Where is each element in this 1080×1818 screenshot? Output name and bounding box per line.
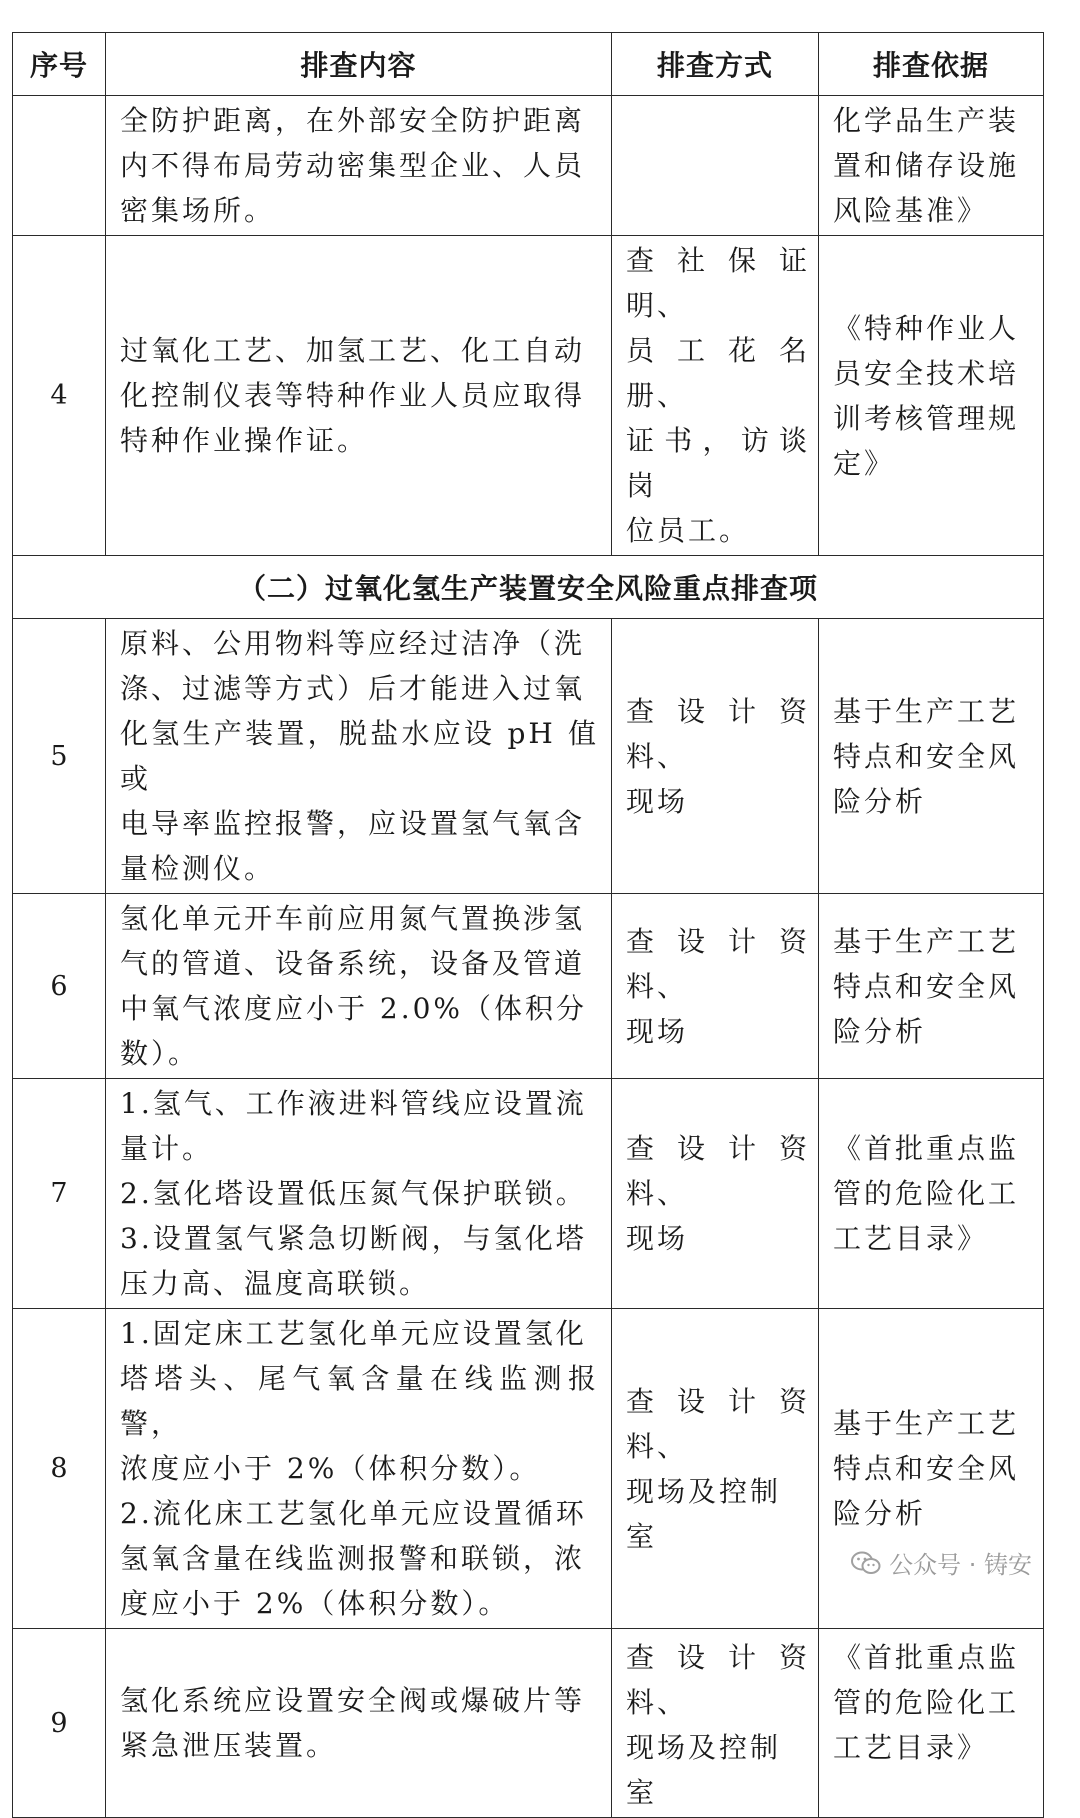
text-line: 《首批重点监 (833, 1641, 1020, 1674)
text-line: 氢化系统应设置安全阀或爆破片等 (120, 1684, 586, 1717)
text-line: 查设计资料、 (626, 1384, 810, 1463)
text-line: 化控制仪表等特种作业人员应取得 (120, 379, 586, 412)
text-line: 浓度应小于 2%（体积分数）。 (120, 1452, 541, 1485)
content-cell (106, 894, 612, 1079)
text-line: 内不得布局劳动密集型企业、人员 (120, 149, 586, 182)
row-number (13, 96, 106, 236)
text-line: 室 (626, 1519, 658, 1553)
basis-cell-text (819, 917, 1043, 1056)
table-row (13, 1309, 1044, 1629)
text-line: 过氧化工艺、加氢工艺、化工自动 (120, 334, 586, 367)
content-cell (106, 1309, 612, 1629)
text-line: 紧急泄压装置。 (120, 1729, 338, 1762)
text-line: 氢氧含量在线监测报警和联锁，浓 (120, 1542, 586, 1575)
method-cell (612, 1629, 819, 1818)
method-cell-text (612, 1377, 818, 1561)
method-cell-text (612, 1124, 818, 1263)
text-line: 特点和安全风 (833, 739, 1020, 773)
header-basis: 排查依据 (819, 33, 1044, 96)
text-line: 密集场所。 (120, 194, 276, 227)
content-cell (106, 619, 612, 894)
method-cell (612, 1079, 819, 1309)
table-row (13, 236, 1044, 556)
row-number: 9 (13, 1629, 106, 1818)
text-line: 《首批重点监 (833, 1132, 1020, 1165)
text-line: 量计。 (120, 1132, 214, 1165)
content-cell-text (106, 1309, 611, 1628)
text-line: 证书，访谈岗 (626, 424, 810, 502)
table-row (13, 96, 1044, 236)
text-line: 管的危险化工 (833, 1177, 1020, 1210)
text-line: 1.固定床工艺氢化单元应设置氢化 (120, 1317, 587, 1350)
text-line: 《特种作业人 (833, 311, 1020, 345)
method-cell-text (612, 164, 818, 168)
method-cell (612, 894, 819, 1079)
table-row (13, 894, 1044, 1079)
text-line: 训考核管理规 (833, 401, 1020, 435)
content-cell (106, 1079, 612, 1309)
content-cell-text (106, 96, 611, 235)
text-line: 查设计资料、 (626, 694, 810, 773)
text-line: 特种作业操作证。 (120, 424, 369, 457)
basis-cell-text (819, 96, 1043, 235)
text-line: 现场 (626, 1222, 689, 1255)
method-cell-text (612, 1629, 818, 1817)
text-line: 险分析 (833, 784, 927, 818)
text-line: 基于生产工艺 (833, 924, 1020, 958)
text-line: 员安全技术培 (833, 356, 1020, 390)
basis-cell (819, 96, 1044, 236)
content-cell-text (106, 326, 611, 465)
text-line: 基于生产工艺 (833, 1407, 1020, 1440)
basis-cell (819, 236, 1044, 556)
row-number: 7 (13, 1079, 106, 1309)
basis-cell-text (819, 1399, 1043, 1538)
content-cell-text (106, 1079, 611, 1308)
basis-cell-text (819, 687, 1043, 826)
text-line: 现场 (626, 1014, 689, 1048)
table-row (13, 1079, 1044, 1309)
row-number: 6 (13, 894, 106, 1079)
text-line: 塔塔头、尾气氧含量在线监测报警， (120, 1362, 599, 1440)
content-cell-text (106, 1676, 611, 1770)
method-cell-text (612, 917, 818, 1056)
row-number: 5 (13, 619, 106, 894)
content-cell (106, 96, 612, 236)
text-line: 风险基准》 (833, 194, 989, 227)
watermark (851, 1545, 1032, 1580)
text-line: 现场及控制 (626, 1731, 782, 1764)
text-line: 全防护距离，在外部安全防护距离 (120, 104, 586, 137)
text-line: 室 (626, 1776, 658, 1809)
header-no: 序号 (13, 33, 106, 96)
basis-cell (819, 1079, 1044, 1309)
text-line: 位员工。 (626, 514, 751, 547)
text-line: 查设计资料、 (626, 1641, 810, 1719)
basis-cell (819, 894, 1044, 1079)
header-content: 排查内容 (106, 33, 612, 96)
text-line: 电导率监控报警，应设置氢气氧含 (120, 807, 586, 840)
text-line: 查设计资料、 (626, 924, 810, 1003)
text-line: 中氧气浓度应小于 2.0%（体积分 (120, 992, 588, 1025)
basis-cell-text (819, 1124, 1043, 1263)
text-line: 特点和安全风 (833, 969, 1020, 1003)
basis-cell (819, 619, 1044, 894)
content-cell (106, 1629, 612, 1818)
text-line: 1.氢气、工作液进料管线应设置流 (120, 1087, 587, 1120)
text-line: 氢化单元开车前应用氮气置换涉氢 (120, 902, 586, 935)
basis-cell-text (819, 1629, 1043, 1772)
text-line: 险分析 (833, 1014, 927, 1048)
text-line: 定》 (833, 446, 896, 480)
text-line: 2.流化床工艺氢化单元应设置循环 (120, 1497, 587, 1530)
method-cell (612, 96, 819, 236)
text-line: 化氢生产装置，脱盐水应设 pH 值或 (120, 717, 599, 795)
text-line: 涤、过滤等方式）后才能进入过氧 (120, 672, 586, 705)
text-line: 2.氢化塔设置低压氮气保护联锁。 (120, 1177, 587, 1210)
text-line: 查设计资料、 (626, 1132, 810, 1210)
text-line: 特点和安全风 (833, 1452, 1020, 1485)
text-line: 工艺目录》 (833, 1222, 989, 1255)
text-line: 工艺目录》 (833, 1731, 989, 1764)
section-row (13, 556, 1044, 619)
text-line: 原料、公用物料等应经过洁净（洗 (120, 627, 586, 660)
method-cell (612, 619, 819, 894)
text-line: 3.设置氢气紧急切断阀，与氢化塔 (120, 1222, 587, 1255)
basis-cell-text (819, 304, 1043, 488)
table-row (13, 1629, 1044, 1818)
method-cell (612, 1309, 819, 1629)
method-cell-text (612, 236, 818, 555)
method-cell (612, 236, 819, 556)
text-line: 现场及控制 (626, 1474, 782, 1508)
content-cell (106, 236, 612, 556)
watermark-text: 公众号 · 铸安 (889, 1551, 1032, 1579)
text-line: 员工花名册、 (626, 334, 810, 412)
basis-cell (819, 1629, 1044, 1818)
text-line: 数）。 (120, 1037, 200, 1070)
text-line: 量检测仪。 (120, 852, 276, 885)
text-line: 查社保证明、 (626, 244, 810, 322)
content-cell-text (106, 894, 611, 1078)
text-line: 度应小于 2%（体积分数）。 (120, 1587, 510, 1620)
text-line: 基于生产工艺 (833, 694, 1020, 728)
basis-cell (819, 1309, 1044, 1629)
text-line: 气的管道、设备系统，设备及管道 (120, 947, 586, 980)
text-line: 现场 (626, 784, 689, 818)
text-line: 管的危险化工 (833, 1686, 1020, 1719)
table-row (13, 619, 1044, 894)
row-number: 8 (13, 1309, 106, 1629)
row-number: 4 (13, 236, 106, 556)
table-header-row (13, 33, 1044, 96)
text-line: 化学品生产装 (833, 104, 1020, 137)
text-line: 置和储存设施 (833, 149, 1020, 182)
text-line: 险分析 (833, 1497, 927, 1530)
text-line: 压力高、温度高联锁。 (120, 1267, 431, 1300)
header-method: 排查方式 (612, 33, 819, 96)
wechat-icon (851, 1551, 881, 1575)
content-cell-text (106, 619, 611, 893)
method-cell-text (612, 687, 818, 826)
section-title: （二）过氧化氢生产装置安全风险重点排查项 (13, 556, 1044, 619)
